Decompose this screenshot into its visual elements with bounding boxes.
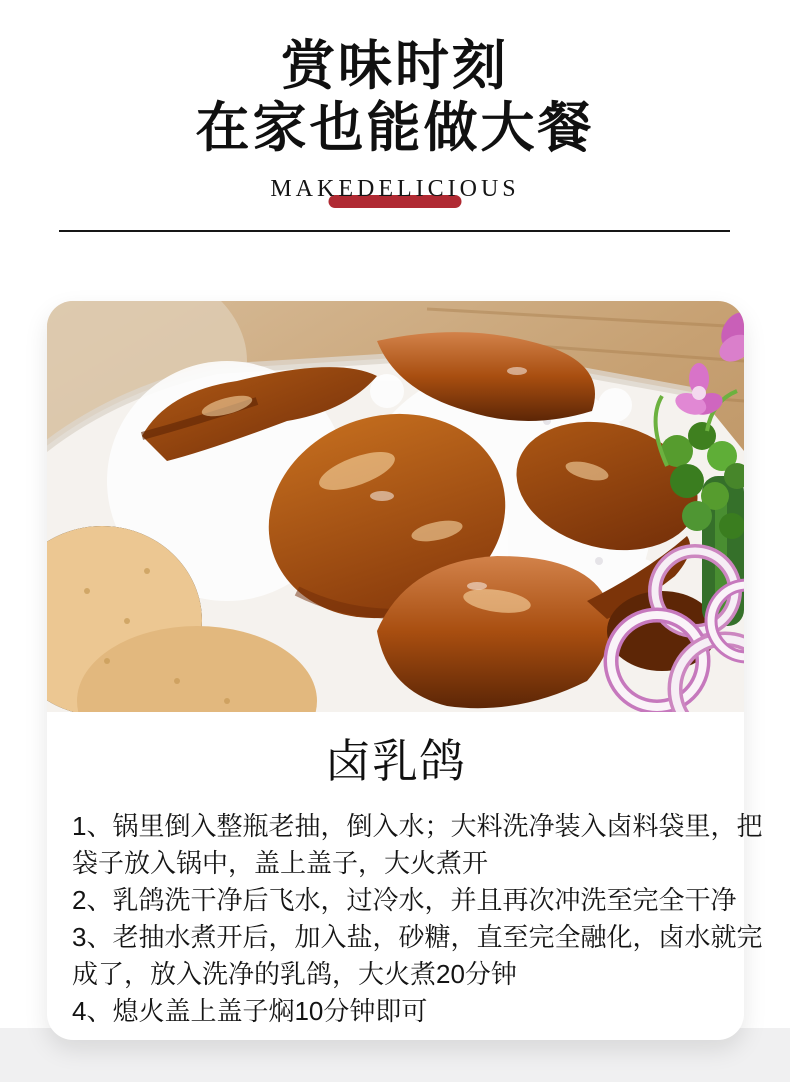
page-title-line2: 在家也能做大餐	[195, 98, 595, 158]
step-line: 1、锅里倒入整瓶老抽，倒入水；大料洗净装入卤料袋里，把	[72, 811, 763, 841]
step-line: 2、乳鸽洗干净后飞水，过冷水，并且再次冲洗至完全干净	[72, 885, 737, 915]
step-line: 袋子放入锅中，盖上盖子，大火煮开	[72, 848, 489, 878]
subtitle-wrap	[0, 176, 790, 212]
header	[0, 0, 790, 301]
subtitle-english: MAKEDELICIOUS	[270, 176, 520, 202]
page-title-line1: 赏味时刻	[281, 36, 509, 96]
braised-pigeon-platter-photo	[47, 301, 744, 712]
step-line: 4、熄火盖上盖子焖10分钟即可	[72, 996, 428, 1026]
step-line: 成了，放入洗净的乳鸽，大火煮20分钟	[72, 959, 517, 989]
recipe-card	[47, 301, 763, 1040]
dish-name: 卤乳鸽	[325, 736, 466, 787]
header-divider-line	[59, 230, 730, 232]
recipe-steps	[47, 808, 763, 1030]
step-line: 3、老抽水煮开后，加入盐，砂糖，直至完全融化，卤水就完	[72, 922, 763, 952]
